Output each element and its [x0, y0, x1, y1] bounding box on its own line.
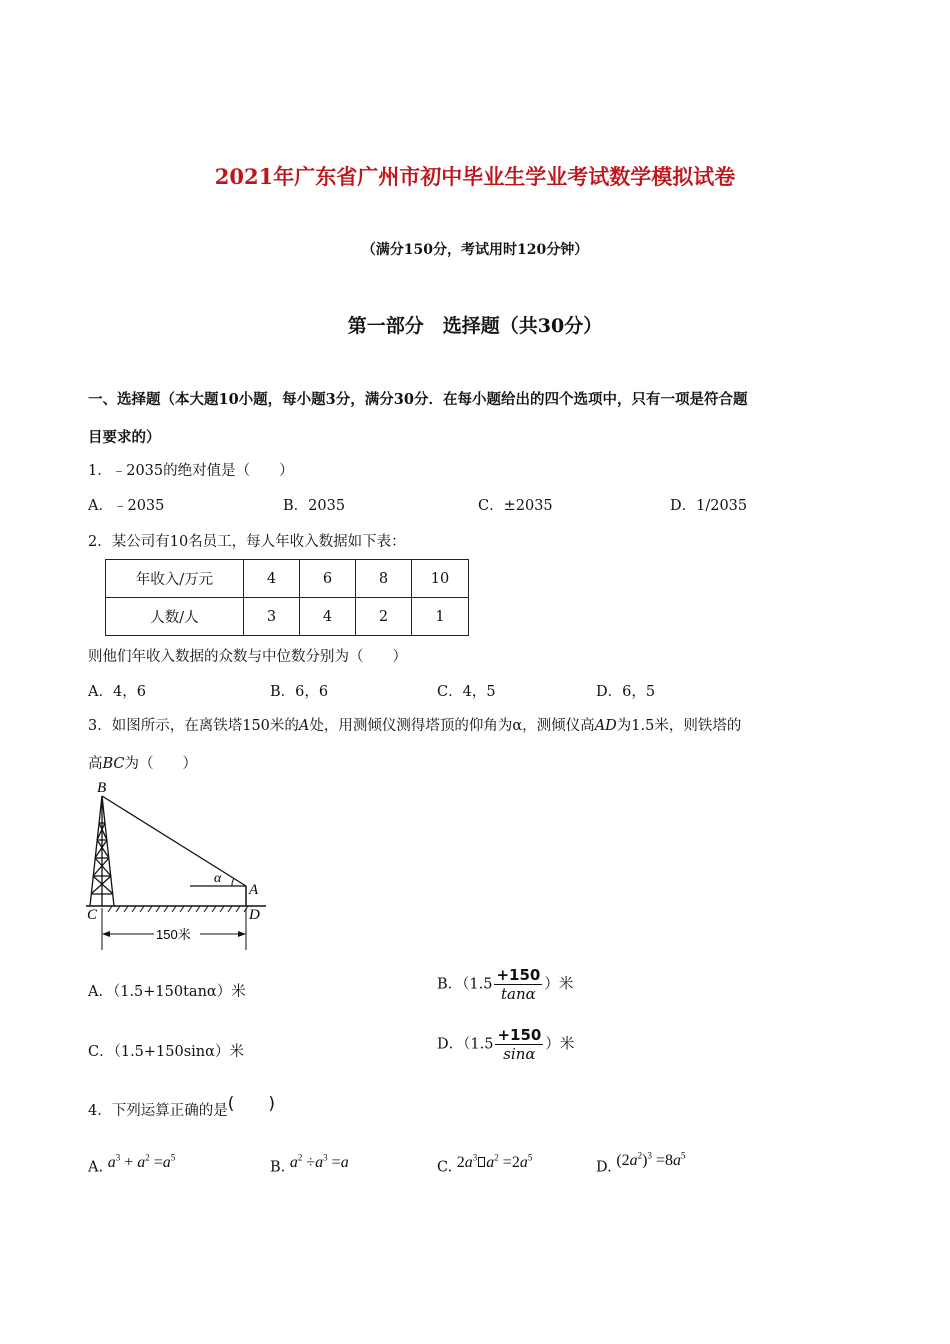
table-cell: 8 [356, 560, 412, 598]
q3-option-a: A．（1.5+150tanα）米 [88, 984, 246, 1000]
label-a: A [249, 882, 259, 898]
q4-stem: 4．下列运算正确的是( ) [88, 1094, 275, 1119]
table-cell: 6 [300, 560, 356, 598]
q2-option-c: C．4，5 [437, 684, 496, 700]
q2-option-a: A．4，6 [88, 684, 146, 700]
tower-figure [82, 778, 282, 958]
table-row [106, 560, 469, 598]
table-cell: 10 [412, 560, 469, 598]
instructions-line1: 一、选择题（本大题10小题，每小题3分，满分30分．在每小题给出的四个选项中，只有一项是符合题 [88, 391, 748, 408]
part1-heading: 第一部分 选择题（共30分） [347, 315, 603, 337]
distance-label: 150米 [156, 927, 191, 942]
exam-subtitle: （满分150分，考试用时120分钟） [361, 242, 589, 258]
q1-option-c: C．±2035 [478, 498, 553, 514]
q2-option-b: B．6，6 [270, 684, 329, 700]
q2-option-d: D．6，5 [596, 684, 656, 700]
q1-stem: 1．﹣2035的绝对值是（ ） [88, 463, 294, 479]
q4-option-d: D. $(2a^2)^3 =8a^5$ [596, 1151, 686, 1176]
q3-option-b: B．（1.5 $\frac{+150}{\tan\alpha}$ ）米 [437, 966, 574, 1003]
q1-option-a: A．﹣2035 [88, 498, 165, 514]
q1-option-d: D．1/2035 [670, 498, 748, 514]
q2-question: 则他们年收入数据的众数与中位数分别为（ ） [88, 649, 407, 665]
fraction: $\frac{+150}{\sin\alpha}$ [497, 1026, 542, 1063]
table-cell: 2 [356, 598, 412, 636]
instructions-line2: 目要求的） [88, 429, 161, 446]
label-d: D [249, 907, 260, 923]
q3-stem-line2: 高BC为（ ） [88, 756, 198, 772]
q3-option-d: D．（1.5 $\frac{+150}{\sin\alpha}$ ）米 [437, 1026, 575, 1063]
fraction: $\frac{+150}{\tan\alpha}$ [496, 966, 541, 1003]
q2-stem: 2．某公司有10名员工，每人年收入数据如下表： [88, 534, 406, 550]
table-cell: 人数/人 [106, 598, 244, 636]
exam-title: 2021年广东省广州市初中毕业生学业考试数学模拟试卷 [214, 164, 736, 189]
q1-option-b: B．2035 [283, 498, 346, 514]
q4-option-c: C. $2a^3$ $a^2 =2a^5$ [437, 1153, 533, 1176]
label-alpha: α [214, 871, 222, 886]
table-cell: 1 [412, 598, 469, 636]
tower [90, 796, 114, 906]
table-cell: 年收入/万元 [106, 560, 244, 598]
table-cell: 4 [244, 560, 300, 598]
q4-option-b: B. $a^2 \div a^3 =a$ [270, 1153, 349, 1176]
table-row [106, 598, 469, 636]
table-cell: 3 [244, 598, 300, 636]
q4-option-a: A. $a^3 + a^2 =a^5$ [88, 1153, 176, 1176]
income-table [105, 559, 469, 636]
table-cell: 4 [300, 598, 356, 636]
q3-option-c: C．（1.5+150sinα）米 [88, 1044, 244, 1060]
label-b: B [97, 780, 107, 796]
q3-stem-line1: 3．如图所示，在离铁塔150米的A处，用测倾仪测得塔顶的仰角为α，测倾仪高AD为1.5米，则铁塔的 [88, 718, 742, 734]
label-c: C [87, 907, 98, 923]
